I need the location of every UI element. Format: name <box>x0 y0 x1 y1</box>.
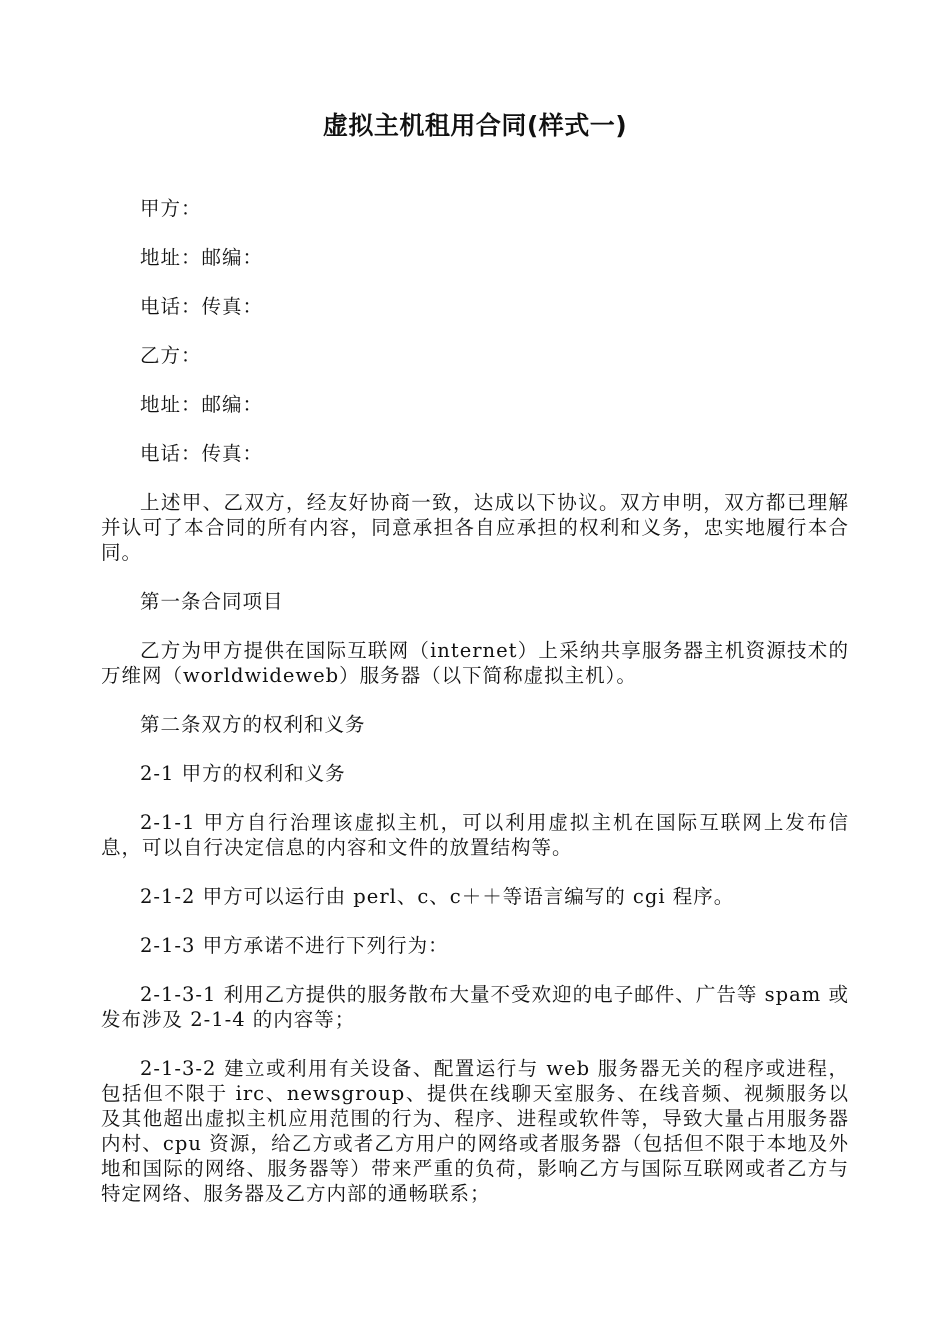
article-2-heading: 第二条双方的权利和义务 <box>140 713 366 736</box>
document-title: 虚拟主机租用合同(样式一) <box>322 111 628 140</box>
party-b-line: 乙方： <box>140 344 202 367</box>
article-1-paragraph: 乙方为甲方提供在国际互联网（internet）上采纳共享服务器主机资源技术的万维网（worldwideweb）服务器（以下简称虚拟主机）。 <box>101 639 849 687</box>
clause-2-1-3-2: 2-1-3-2 建立或利用有关设备、配置运行与 web 服务器无关的程序或进程，包括但不限于 irc、newsgroup、提供在线聊天室服务、在线音频、视频服务以及其他超出虚拟主机应用范围的行为、程序、进程或软件等，导致大量占用服务器内村、cpu 资源，给乙方或者乙方用户的网络或者服务器（包括但不限于本地及外地和国际的网络、服务器等）带来严重的负荷，影响乙方与国际互联网或者乙方与特定网络、服务器及乙方内部的通畅联系； <box>101 1057 849 1205</box>
party-b-phone-line: 电话：传真： <box>140 442 264 465</box>
article-1-heading: 第一条合同项目 <box>140 590 284 613</box>
party-a-address-line: 地址：邮编： <box>140 246 264 269</box>
party-b-address-line: 地址：邮编： <box>140 393 264 416</box>
document-body <box>101 196 849 1206</box>
clause-2-1-3: 2-1-3 甲方承诺不进行下列行为： <box>140 934 449 957</box>
party-a-phone-line: 电话：传真： <box>140 295 264 318</box>
clause-2-1-2: 2-1-2 甲方可以运行由 perl、c、c＋＋等语言编写的 cgi 程序。 <box>140 885 735 908</box>
clause-2-1-heading: 2-1 甲方的权利和义务 <box>140 762 346 785</box>
preamble-paragraph: 上述甲、乙双方，经友好协商一致，达成以下协议。双方申明，双方都已理解并认可了本合同的所有内容，同意承担各自应承担的权利和义务，忠实地履行本合同。 <box>101 491 849 564</box>
clause-2-1-1: 2-1-1 甲方自行治理该虚拟主机，可以利用虚拟主机在国际互联网上发布信息，可以自行决定信息的内容和文件的放置结构等。 <box>101 811 849 859</box>
clause-2-1-3-1: 2-1-3-1 利用乙方提供的服务散布大量不受欢迎的电子邮件、广告等 spam 或发布涉及 2-1-4 的内容等； <box>101 983 849 1031</box>
party-a-line: 甲方： <box>140 197 202 220</box>
